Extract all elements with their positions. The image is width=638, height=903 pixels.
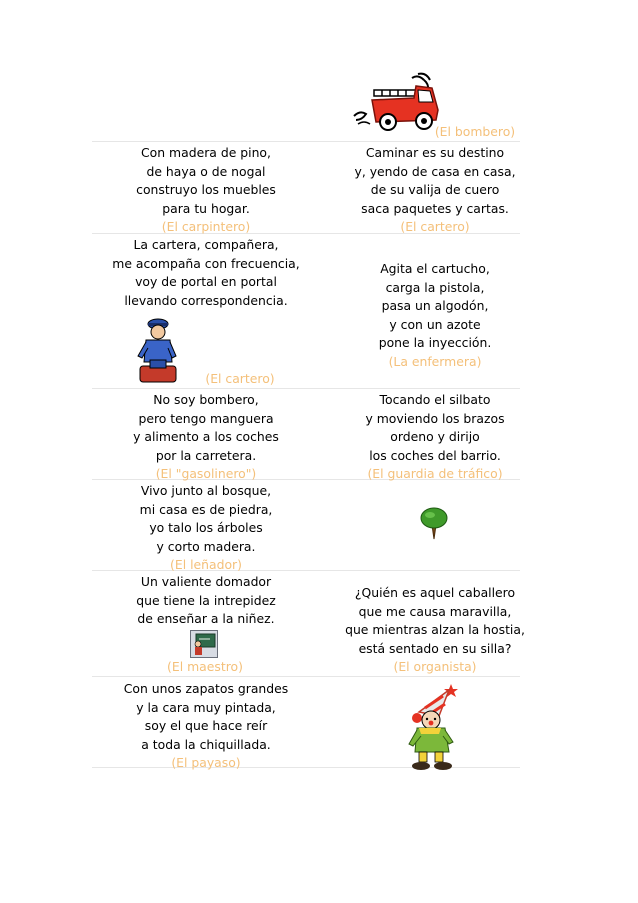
riddle-line: Tocando el silbato (379, 392, 491, 407)
riddle-answer-maestro: (El maestro) (167, 659, 243, 674)
riddle-answer: (El "gasolinero") (155, 466, 257, 482)
riddle-lenador (92, 482, 320, 575)
riddle-line: por la carretera. (155, 447, 257, 463)
teacher-blackboard-icon (190, 630, 218, 658)
riddle-maestro (92, 573, 320, 629)
riddle-answer: (El leñador) (170, 557, 242, 573)
riddle-line: pero tengo manguera (138, 410, 274, 426)
clown-icon (405, 682, 463, 772)
mail-carrier-icon (132, 312, 182, 384)
riddle-answer: (El guardia de tráfico) (367, 466, 503, 482)
fire-truck-icon (352, 72, 442, 134)
riddle-answer-bombero: (El bombero) (434, 124, 516, 139)
riddle-line: carga la pistola, (385, 279, 485, 295)
riddle-answer: (El organista) (393, 659, 477, 675)
riddle-line: pone la inyección. (378, 335, 492, 351)
riddle-line: construyo los muebles (136, 182, 276, 198)
riddle-line: y moviendo los brazos (365, 410, 505, 426)
riddle-line: Agita el cartucho, (380, 261, 490, 276)
riddle-line: de su valija de cuero (370, 182, 500, 198)
riddle-line: de enseñar a la niñez. (137, 611, 275, 627)
riddle-line: de haya o de nogal (146, 163, 266, 179)
riddle-line: mi casa es de piedra, (139, 501, 273, 517)
riddle-line: Caminar es su destino (365, 145, 505, 160)
riddle-line: pasa un algodón, (381, 298, 489, 314)
riddle-answer: (El carpintero) (161, 219, 251, 235)
tree-icon (419, 505, 449, 541)
riddle-line: para tu hogar. (162, 200, 250, 216)
riddle-line: yo talo los árboles (149, 520, 263, 536)
riddle-answer: (El payaso) (171, 755, 241, 771)
riddle-organista (330, 584, 540, 677)
riddle-line: Un valiente domador (140, 574, 272, 589)
riddle-line: y, yendo de casa en casa, (354, 163, 516, 179)
riddle-line: voy de portal en portal (135, 274, 277, 290)
riddle-answer: (La enfermera) (388, 353, 482, 369)
riddle-line: y corto madera. (156, 538, 256, 554)
row-divider (92, 388, 520, 389)
riddle-line: los coches del barrio. (369, 447, 501, 463)
riddle-line: que me causa maravilla, (358, 603, 512, 619)
riddle-line: que tiene la intrepidez (136, 592, 276, 608)
riddle-line: La cartera, compañera, (133, 237, 279, 252)
riddle-line: que mientras alzan la hostia, (345, 622, 525, 638)
riddle-cartero-1 (330, 144, 540, 237)
riddle-carpintero (92, 144, 320, 237)
riddle-line: y la cara muy pintada, (136, 699, 276, 715)
riddle-line: soy el que hace reír (144, 718, 268, 734)
riddle-guardia (330, 391, 540, 484)
riddle-cartera (92, 236, 320, 310)
riddle-line: Vivo junto al bosque, (140, 483, 272, 498)
riddle-line: Con unos zapatos grandes (123, 681, 289, 696)
riddle-line: y alimento a los coches (133, 429, 279, 445)
riddle-payaso (92, 680, 320, 773)
riddle-answer: (El cartero) (400, 219, 470, 235)
riddle-line: a toda la chiquillada. (141, 736, 271, 752)
riddle-line: y con un azote (389, 316, 481, 332)
riddle-line: No soy bombero, (153, 392, 259, 407)
riddle-line: saca paquetes y cartas. (361, 200, 509, 216)
riddle-line: Con madera de pino, (141, 145, 271, 160)
riddle-line: llevando correspondencia. (124, 292, 288, 308)
riddle-answer-cartera: (El cartero) (205, 371, 275, 386)
riddle-enfermera (330, 260, 540, 372)
riddle-line: ¿Quién es aquel caballero (354, 585, 516, 600)
riddle-line: está sentado en su silla? (358, 640, 512, 656)
riddle-line: me acompaña con frecuencia, (112, 255, 300, 271)
riddle-gasolinero (92, 391, 320, 484)
riddle-line: ordeno y dirijo (390, 429, 480, 445)
